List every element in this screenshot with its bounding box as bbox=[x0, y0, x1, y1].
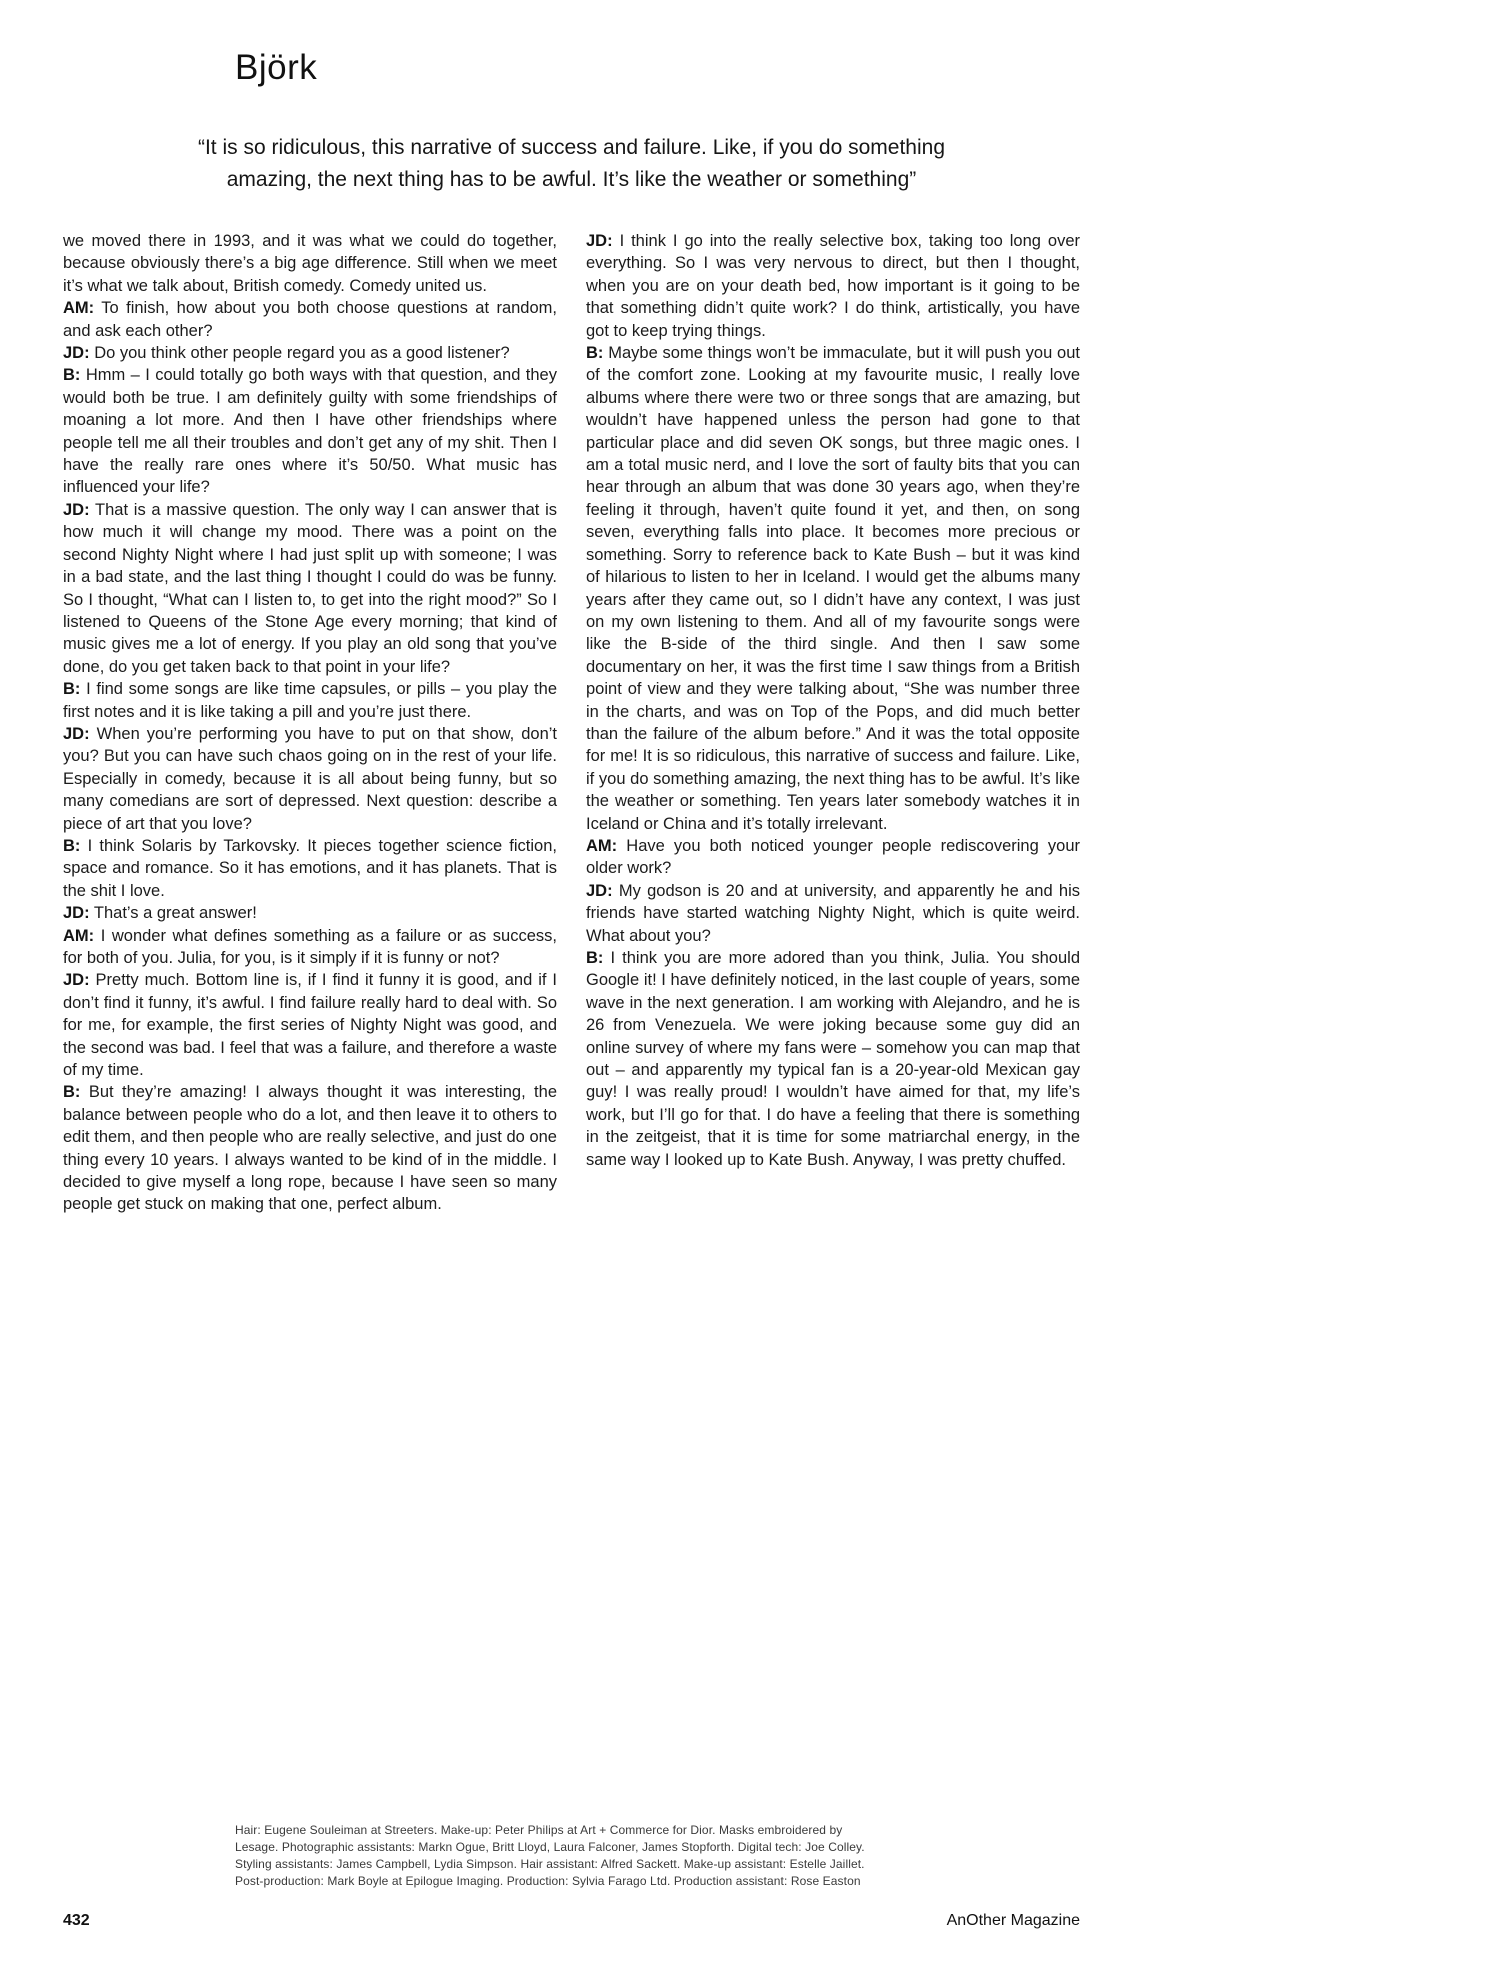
speaker-label: AM: bbox=[63, 926, 95, 945]
magazine-name: AnOther Magazine bbox=[946, 1912, 1080, 1929]
dialogue-paragraph bbox=[586, 835, 1080, 880]
dialogue-paragraph bbox=[63, 297, 557, 342]
speaker-label: JD: bbox=[63, 500, 90, 519]
dialogue-paragraph bbox=[63, 925, 557, 970]
dialogue-text: I think I go into the really selective box, taking too long over everything. So I was very nervous to direct, but then I thought, when you are on your death bed, how important is it going to be that something didn’t quite work? I do think, artistically, you have got to keep trying things. bbox=[586, 232, 1081, 340]
dialogue-paragraph bbox=[586, 880, 1080, 947]
speaker-label: AM: bbox=[586, 836, 618, 855]
dialogue-text: Hmm – I could totally go both ways with that question, and they would both be true. I am definitely guilty with some friendships of moaning a lot more. And then I have other friendships where people tell me all their troubles and don’t get any of my shit. Then I have the really rare ones where it’s 50/50. What music has influenced your life? bbox=[63, 366, 557, 497]
credit-line: Lesage. Photographic assistants: Markn Ogue, Britt Lloyd, Laura Falconer, James Stopforth. Digital tech: Joe Colley. bbox=[235, 1840, 865, 1854]
right-column bbox=[586, 230, 1080, 1216]
speaker-label: JD: bbox=[63, 971, 90, 990]
speaker-label: B: bbox=[63, 836, 81, 855]
dialogue-paragraph bbox=[63, 499, 557, 678]
speaker-label: JD: bbox=[63, 904, 90, 923]
dialogue-text: That is a massive question. The only way I can answer that is how much it will change my mood. There was a point on the second Nighty Night where I had just split up with someone; I was in a bad state, and the last thing I thought I could do was be funny. So I thought, “What can I listen to, to get into the right mood?” So I listened to Queens of the Stone Age every morning; that kind of music gives me a lot of energy. If you play an old song that you’ve done, do you get taken back to that point in your life? bbox=[63, 500, 557, 676]
dialogue-paragraph bbox=[63, 230, 557, 297]
dialogue-paragraph bbox=[63, 1081, 557, 1215]
dialogue-text: Do you think other people regard you as a good listener? bbox=[94, 344, 510, 363]
speaker-label: AM: bbox=[63, 299, 95, 318]
speaker-label: B: bbox=[63, 366, 81, 385]
speaker-label: JD: bbox=[586, 881, 613, 900]
speaker-label: JD: bbox=[63, 344, 90, 363]
speaker-label: JD: bbox=[586, 232, 613, 250]
dialogue-text: Have you both noticed younger people rediscovering your older work? bbox=[586, 836, 1080, 878]
pull-quote-line-2: amazing, the next thing has to be awful. It’s like the weather or something” bbox=[226, 168, 917, 191]
article-body bbox=[63, 230, 1080, 1216]
dialogue-paragraph bbox=[586, 947, 1080, 1171]
dialogue-text: I think Solaris by Tarkovsky. It pieces together science fiction, space and romance. So it has emotions, and it has planets. That is the shit I love. bbox=[63, 836, 557, 900]
speaker-label: B: bbox=[63, 1083, 81, 1102]
credit-line: Hair: Eugene Souleiman at Streeters. Make-up: Peter Philips at Art + Commerce for Dior. Masks embroidered by bbox=[235, 1823, 843, 1837]
dialogue-paragraph bbox=[63, 678, 557, 723]
dialogue-paragraph bbox=[586, 230, 1080, 342]
dialogue-text: That’s a great answer! bbox=[93, 904, 257, 923]
dialogue-paragraph bbox=[63, 723, 557, 835]
dialogue-paragraph bbox=[63, 342, 557, 364]
credits-block bbox=[235, 1822, 1080, 1890]
dialogue-text: My godson is 20 and at university, and apparently he and his friends have started watching Nighty Night, which is quite weird. What about you? bbox=[586, 881, 1080, 945]
credit-line: Post-production: Mark Boyle at Epilogue Imaging. Production: Sylvia Farago Ltd. Production assistant: Rose Easton bbox=[235, 1874, 861, 1888]
dialogue-paragraph bbox=[63, 902, 557, 924]
pull-quote bbox=[63, 132, 1080, 196]
speaker-label: B: bbox=[63, 680, 81, 699]
speaker-label: B: bbox=[586, 949, 604, 967]
pull-quote-line-1: “It is so ridiculous, this narrative of success and failure. Like, if you do something bbox=[197, 136, 946, 159]
left-column bbox=[63, 230, 557, 1216]
dialogue-text: we moved there in 1993, and it was what we could do together, because obviously there’s a big age difference. Still when we meet it’s what we talk about, British comedy. Comedy united us. bbox=[63, 232, 557, 295]
dialogue-paragraph bbox=[63, 969, 557, 1081]
page-number: 432 bbox=[63, 1912, 90, 1929]
dialogue-text: When you’re performing you have to put on that show, don’t you? But you can have such chaos going on in the rest of your life. Especially in comedy, because it is all about being funny, but so many comedians are sort of depressed. Next question: describe a piece of art that you love? bbox=[63, 724, 557, 833]
dialogue-text: Maybe some things won’t be immaculate, but it will push you out of the comfort zone. Looking at my favourite music, I really love albums where there were two or three songs that are amazing, but wouldn’t have happened unless the person had gone to that particular place and did seven OK songs, but three magic ones. I am a total music nerd, and I love the sort of faulty bits that you can hear through an album that was done 30 years ago, when they’re feeling it through, haven’t quite found it yet, and then, on song seven, everything falls into place. It becomes more precious or something. Sorry to reference back to Kate Bush – but it was kind of hilarious to listen to her in Iceland. I would get the albums many years after they came out, so I didn’t have any context, I was just on my own listening to them. And all of my favourite songs were like the B-side of the third single. And then I saw some documentary on her, it was the first time I saw things from a British point of view and they were talking about, “She was number three in the charts, and was on Top of the Pops, and did much better than the failure of the album before.” And it was the total opposite for me! It is so ridiculous, this narrative of success and failure. Like, if you do something amazing, the next thing has to be awful. It’s like the weather or something. Ten years later somebody watches it in Iceland or China and it’s totally irrelevant. bbox=[586, 344, 1080, 833]
dialogue-text: I wonder what defines something as a failure or as success, for both of you. Julia, for you, is it simply if it is funny or not? bbox=[63, 926, 557, 967]
dialogue-text: But they’re amazing! I always thought it was interesting, the balance between people who do a lot, and then leave it to others to edit them, and then people who are really selective, and just do one thing every 10 years. I always wanted to be kind of in the middle. I decided to give myself a long rope, because I have seen so many people get stuck on making that one, perfect album. bbox=[63, 1083, 557, 1214]
speaker-label: JD: bbox=[63, 724, 90, 743]
dialogue-paragraph bbox=[586, 342, 1080, 835]
dialogue-paragraph bbox=[63, 364, 557, 498]
dialogue-paragraph bbox=[63, 835, 557, 902]
dialogue-text: I think you are more adored than you think, Julia. You should Google it! I have definitely noticed, in the last couple of years, some wave in the next generation. I am working with Alejandro, and he is 26 from Venezuela. We were joking because some guy did an online survey of where my fans were – somehow you can map that out – and apparently my typical fan is a 20-year-old Mexican gay guy! I was really proud! I wouldn’t have aimed for that, my life’s work, but I’ll go for that. I do have a feeling that there is something in the zeitgeist, that it is time for some matriarchal energy, in the same way I looked up to Kate Bush. Anyway, I was pretty chuffed. bbox=[586, 949, 1080, 1169]
page-title: Björk bbox=[235, 48, 318, 87]
dialogue-text: I find some songs are like time capsules, or pills – you play the first notes and it is like taking a pill and you’re just there. bbox=[63, 680, 557, 721]
speaker-label: B: bbox=[586, 344, 604, 363]
dialogue-text: To finish, how about you both choose questions at random, and ask each other? bbox=[63, 299, 557, 340]
dialogue-text: Pretty much. Bottom line is, if I find it funny it is good, and if I don’t find it funny, it’s awful. I find failure really hard to deal with. So for me, for example, the first series of Nighty Night was good, and the second was bad. I feel that was a failure, and therefore a waste of my time. bbox=[63, 971, 557, 1080]
page-footer bbox=[63, 1912, 1080, 1930]
credit-line: Styling assistants: James Campbell, Lydia Simpson. Hair assistant: Alfred Sackett. Make-up assistant: Estelle Jaillet. bbox=[235, 1857, 865, 1871]
